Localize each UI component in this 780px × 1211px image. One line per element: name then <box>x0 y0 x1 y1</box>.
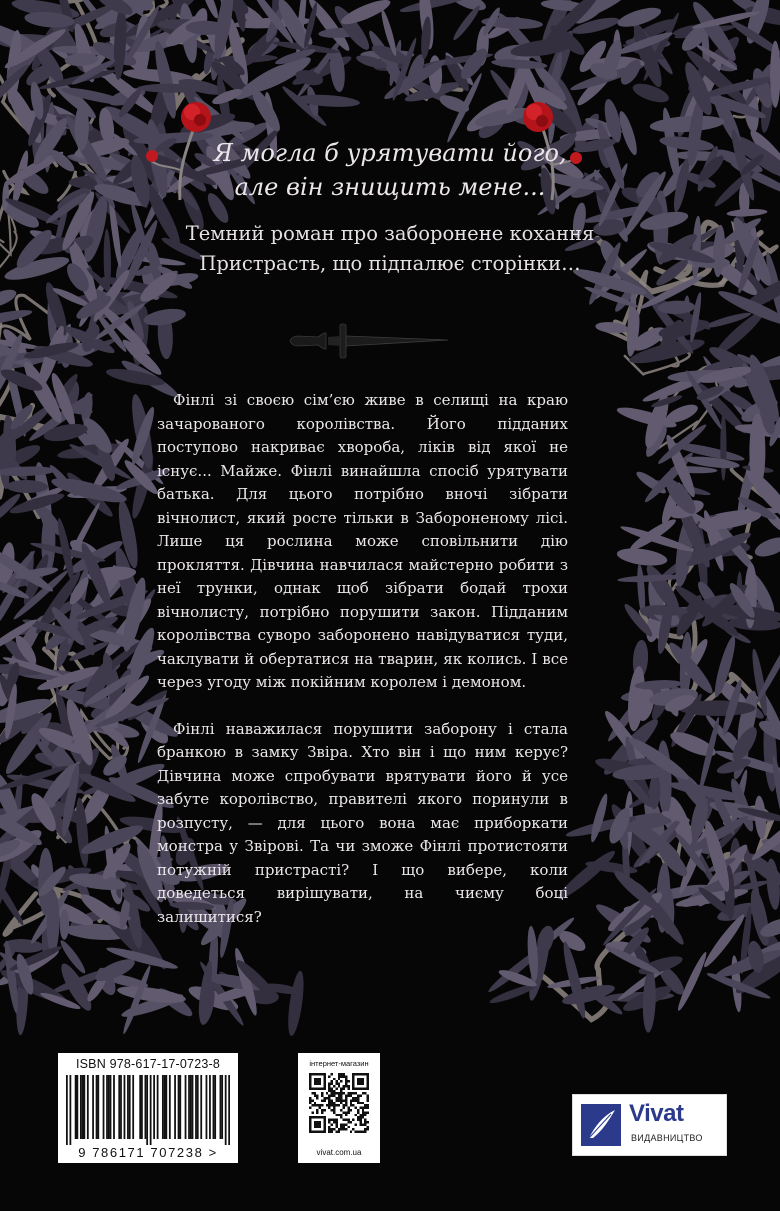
qr-module <box>331 1099 333 1101</box>
qr-caption-bottom: vivat.com.ua <box>316 1148 362 1157</box>
tagline <box>0 136 780 204</box>
qr-module <box>331 1092 333 1094</box>
qr-module <box>345 1119 347 1121</box>
qr-block <box>298 1053 380 1163</box>
qr-caption-top: інтернет-магазин <box>309 1059 369 1068</box>
qr-module <box>350 1121 352 1123</box>
subtitle-line-1: Темний роман про заборонене кохання <box>185 222 595 245</box>
publisher-subtitle: ВИДАВНИЦТВО <box>631 1133 703 1143</box>
barcode-bar <box>200 1075 202 1139</box>
qr-module <box>357 1097 359 1099</box>
barcode-bar <box>80 1075 82 1139</box>
qr-module <box>333 1128 335 1130</box>
qr-module <box>359 1107 361 1109</box>
barcode-bar <box>127 1075 129 1139</box>
qr-module <box>347 1121 349 1123</box>
qr-module <box>345 1099 347 1101</box>
qr-module <box>331 1095 333 1097</box>
qr-module <box>343 1087 345 1089</box>
qr-module <box>350 1131 352 1133</box>
qr-module <box>321 1095 323 1097</box>
subtitle <box>0 219 780 279</box>
barcode-bar <box>92 1075 94 1139</box>
qr-module <box>362 1123 364 1125</box>
barcode-bar <box>97 1075 99 1139</box>
qr-module <box>338 1104 340 1106</box>
barcode-bar <box>195 1075 197 1139</box>
qr-module <box>362 1114 364 1116</box>
tagline-line-1: Я могла б урятувати його, <box>213 139 567 167</box>
qr-module <box>314 1092 316 1094</box>
qr-module <box>333 1119 335 1121</box>
qr-module <box>309 1097 311 1099</box>
qr-module <box>331 1109 333 1111</box>
qr-module <box>352 1092 354 1094</box>
qr-module <box>328 1102 330 1104</box>
qr-module <box>357 1131 359 1133</box>
qr-module <box>364 1104 366 1106</box>
qr-module <box>343 1119 345 1121</box>
qr-module <box>359 1131 361 1133</box>
qr-module <box>350 1099 352 1101</box>
qr-module <box>340 1080 342 1082</box>
qr-module <box>364 1114 366 1116</box>
barcode-bar <box>214 1075 216 1139</box>
qr-module <box>321 1109 323 1111</box>
barcode-bar <box>153 1075 155 1139</box>
qr-module <box>343 1085 345 1087</box>
qr-module <box>331 1090 333 1092</box>
qr-module <box>328 1099 330 1101</box>
qr-module <box>343 1111 345 1113</box>
barcode-bar <box>132 1075 134 1139</box>
qr-module <box>347 1107 349 1109</box>
qr-module <box>350 1092 352 1094</box>
barcode-bar <box>103 1075 105 1139</box>
qr-module <box>328 1097 330 1099</box>
qr-module <box>328 1087 330 1089</box>
qr-module <box>338 1092 340 1094</box>
qr-module <box>367 1121 369 1123</box>
qr-module <box>352 1128 354 1130</box>
qr-module <box>359 1119 361 1121</box>
qr-module <box>321 1104 323 1106</box>
qr-module <box>323 1109 325 1111</box>
qr-module <box>328 1126 330 1128</box>
barcode-bar <box>228 1075 230 1145</box>
isbn-block <box>58 1053 238 1163</box>
vivat-feather-icon <box>581 1104 621 1146</box>
qr-module <box>352 1097 354 1099</box>
qr-module <box>335 1083 337 1085</box>
qr-module <box>367 1097 369 1099</box>
qr-module <box>335 1080 337 1082</box>
qr-module <box>328 1128 330 1130</box>
qr-module <box>338 1114 340 1116</box>
qr-module <box>364 1107 366 1109</box>
qr-module <box>328 1090 330 1092</box>
qr-module <box>345 1080 347 1082</box>
blurb-paragraph-1: Фінлі зі своєю сім’єю живе в селищі на краю зачарованого королівства. Його підданих поступово накриває хвороба, ліків від якої не існує... Майже. Фінлі винайшла спосіб урятувати батька. Для цього потрібно вночі зібрати вічнолист, який росте тільки в Забороненому лісі. Лише ця рослина може сповільнити дію прокляття. Дівчина навчилася майстерно робити з неї трунки, однак щоб зібрати бодай трохи вічнолисту, потрібно порушити закон. Підданим королівства суворо заборонено навідуватися туди, чаклувати й обертатися на тварин, як колись. І все через угоду між покійним королем і демоном. <box>157 391 568 691</box>
qr-module <box>321 1111 323 1113</box>
qr-module <box>331 1131 333 1133</box>
qr-module <box>345 1078 347 1080</box>
barcode-bar <box>118 1075 120 1139</box>
qr-module <box>364 1121 366 1123</box>
qr-module <box>333 1109 335 1111</box>
qr-module <box>319 1104 321 1106</box>
qr-module <box>328 1121 330 1123</box>
qr-module <box>359 1123 361 1125</box>
qr-module <box>343 1092 345 1094</box>
qr-module <box>323 1099 325 1101</box>
qr-module <box>347 1095 349 1097</box>
publisher-logo <box>572 1094 727 1156</box>
qr-module <box>340 1102 342 1104</box>
barcode-bar <box>82 1075 84 1139</box>
qr-module <box>340 1092 342 1094</box>
qr-module <box>343 1128 345 1130</box>
qr-module <box>331 1073 333 1075</box>
qr-module <box>347 1085 349 1087</box>
qr-module <box>362 1109 364 1111</box>
qr-module <box>328 1085 330 1087</box>
barcode-bar <box>120 1075 122 1139</box>
barcode-bar <box>87 1075 89 1139</box>
qr-module <box>340 1126 342 1128</box>
qr-module <box>367 1104 369 1106</box>
blurb-paragraph-2: Фінлі наважилася порушити заборону і стала бранкою в замку Звіра. Хто він і що ним керує? Дівчина може спробувати врятувати його й усе забуте королівство, правителі якого поринули в розпусту, — для цього вона має приборкати монстра у Звірові. Та чи зможе Фінлі протистояти потужній пристрасті? І що вибере, коли доведеться вирішувати, на чиєму боці залишитися? <box>157 719 568 926</box>
barcode-bar <box>174 1075 176 1139</box>
qr-module <box>311 1099 313 1101</box>
qr-module <box>350 1095 352 1097</box>
qr-module <box>338 1099 340 1101</box>
qr-module <box>352 1119 354 1121</box>
barcode-bar <box>157 1075 159 1139</box>
qr-module <box>333 1092 335 1094</box>
qr-module <box>326 1092 328 1094</box>
qr-module <box>311 1104 313 1106</box>
barcode-bar <box>209 1075 211 1139</box>
qr-module <box>347 1119 349 1121</box>
barcode-bar <box>75 1075 77 1139</box>
qr-module <box>364 1119 366 1121</box>
barcode-bar <box>185 1075 187 1139</box>
qr-module <box>364 1111 366 1113</box>
qr-module <box>328 1119 330 1121</box>
qr-module <box>367 1107 369 1109</box>
barcode-bar <box>106 1075 108 1139</box>
qr-module <box>355 1092 357 1094</box>
qr-module <box>345 1097 347 1099</box>
qr-module <box>328 1107 330 1109</box>
qr-module <box>333 1107 335 1109</box>
qr-module <box>323 1097 325 1099</box>
qr-module <box>309 1107 311 1109</box>
qr-module <box>350 1109 352 1111</box>
qr-module <box>345 1085 347 1087</box>
isbn-label: ISBN 978-617-17-0723-8 <box>75 1057 221 1071</box>
qr-module <box>338 1083 340 1085</box>
qr-module <box>338 1078 340 1080</box>
qr-module <box>314 1102 316 1104</box>
qr-module <box>335 1114 337 1116</box>
qr-module <box>362 1131 364 1133</box>
barcode-bar <box>110 1075 112 1139</box>
qr-module <box>326 1097 328 1099</box>
qr-module <box>335 1123 337 1125</box>
qr-module <box>331 1083 333 1085</box>
qr-module <box>357 1119 359 1121</box>
qr-module <box>364 1092 366 1094</box>
qr-module <box>343 1099 345 1101</box>
qr-module <box>338 1095 340 1097</box>
qr-module <box>328 1075 330 1077</box>
qr-module <box>362 1107 364 1109</box>
barcode-icon <box>66 1075 230 1145</box>
qr-module <box>331 1087 333 1089</box>
qr-module <box>345 1123 347 1125</box>
qr-module <box>343 1107 345 1109</box>
qr-module <box>335 1092 337 1094</box>
qr-module <box>335 1099 337 1101</box>
barcode-digits: 9 786171 707238 > <box>78 1145 218 1160</box>
barcode-bar <box>169 1075 171 1139</box>
qr-module <box>357 1095 359 1097</box>
qr-module <box>343 1104 345 1106</box>
qr-module <box>333 1095 335 1097</box>
qr-module <box>362 1116 364 1118</box>
barcode-bar <box>179 1075 181 1139</box>
qr-module <box>359 1102 361 1104</box>
qr-module <box>345 1128 347 1130</box>
qr-module <box>367 1099 369 1101</box>
qr-module <box>321 1092 323 1094</box>
qr-module <box>345 1111 347 1113</box>
qr-module <box>340 1095 342 1097</box>
barcode-bar <box>69 1075 71 1145</box>
qr-module <box>350 1104 352 1106</box>
qr-module <box>367 1111 369 1113</box>
qr-finder <box>357 1078 364 1085</box>
qr-module <box>345 1104 347 1106</box>
qr-module <box>347 1080 349 1082</box>
qr-module <box>321 1099 323 1101</box>
barcode-bar <box>146 1075 148 1145</box>
barcode-bar <box>108 1075 110 1139</box>
qr-module <box>364 1131 366 1133</box>
qr-module <box>335 1104 337 1106</box>
qr-module <box>314 1104 316 1106</box>
qr-module <box>347 1092 349 1094</box>
qr-module <box>359 1114 361 1116</box>
qr-module <box>347 1126 349 1128</box>
qr-module <box>333 1085 335 1087</box>
barcode-bar <box>83 1075 85 1139</box>
blurb <box>157 389 568 952</box>
qr-module <box>338 1097 340 1099</box>
tagline-line-2: але він знищить мене... <box>234 173 546 201</box>
barcode-bar <box>197 1075 199 1139</box>
qr-module <box>345 1114 347 1116</box>
barcode-bar <box>66 1075 68 1145</box>
qr-code-icon <box>309 1073 369 1133</box>
qr-module <box>357 1111 359 1113</box>
barcode-bar <box>129 1075 131 1139</box>
qr-module <box>328 1095 330 1097</box>
barcode-bar <box>141 1075 143 1139</box>
qr-finder <box>314 1121 321 1128</box>
qr-module <box>335 1121 337 1123</box>
qr-module <box>316 1111 318 1113</box>
qr-module <box>319 1107 321 1109</box>
qr-module <box>357 1102 359 1104</box>
barcode-bar <box>96 1075 98 1139</box>
qr-module <box>340 1123 342 1125</box>
qr-module <box>367 1126 369 1128</box>
qr-module <box>362 1102 364 1104</box>
qr-module <box>340 1097 342 1099</box>
qr-module <box>340 1116 342 1118</box>
qr-module <box>309 1099 311 1101</box>
subtitle-line-2: Пристрасть, що підпалює сторінки… <box>199 252 581 275</box>
qr-module <box>367 1128 369 1130</box>
qr-module <box>340 1073 342 1075</box>
qr-module <box>340 1128 342 1130</box>
qr-module <box>355 1099 357 1101</box>
qr-module <box>345 1083 347 1085</box>
qr-module <box>335 1097 337 1099</box>
barcode-bar <box>150 1075 152 1145</box>
qr-module <box>343 1075 345 1077</box>
qr-module <box>350 1102 352 1104</box>
barcode-bar <box>220 1075 222 1139</box>
qr-module <box>328 1083 330 1085</box>
qr-module <box>331 1080 333 1082</box>
qr-module <box>331 1102 333 1104</box>
qr-module <box>333 1111 335 1113</box>
qr-module <box>364 1123 366 1125</box>
barcode-bar <box>145 1075 147 1139</box>
barcode-bar <box>76 1075 78 1139</box>
qr-module <box>345 1095 347 1097</box>
qr-module <box>345 1075 347 1077</box>
barcode-bar <box>221 1075 223 1139</box>
qr-module <box>362 1111 364 1113</box>
qr-module <box>309 1102 311 1104</box>
qr-module <box>367 1095 369 1097</box>
qr-module <box>328 1104 330 1106</box>
qr-module <box>362 1092 364 1094</box>
publisher-name: Vivat <box>629 1100 684 1127</box>
barcode-bar <box>178 1075 180 1139</box>
barcode-bar <box>213 1075 215 1139</box>
barcode-bar <box>206 1075 208 1139</box>
qr-module <box>338 1073 340 1075</box>
barcode-bar <box>192 1075 194 1139</box>
qr-module <box>355 1131 357 1133</box>
qr-module <box>340 1075 342 1077</box>
qr-module <box>335 1126 337 1128</box>
qr-module <box>357 1116 359 1118</box>
qr-finder <box>314 1078 321 1085</box>
qr-module <box>355 1097 357 1099</box>
qr-module <box>316 1104 318 1106</box>
qr-module <box>364 1128 366 1130</box>
qr-module <box>359 1116 361 1118</box>
qr-module <box>331 1119 333 1121</box>
qr-module <box>355 1114 357 1116</box>
qr-module <box>311 1092 313 1094</box>
qr-module <box>343 1126 345 1128</box>
qr-module <box>352 1099 354 1101</box>
qr-module <box>333 1104 335 1106</box>
qr-module <box>340 1099 342 1101</box>
qr-module <box>316 1097 318 1099</box>
qr-module <box>347 1087 349 1089</box>
barcode-bar <box>162 1075 164 1139</box>
qr-module <box>338 1128 340 1130</box>
barcode-bar <box>188 1075 190 1139</box>
qr-module <box>357 1109 359 1111</box>
qr-module <box>335 1131 337 1133</box>
qr-module <box>338 1131 340 1133</box>
qr-module <box>359 1095 361 1097</box>
qr-module <box>335 1087 337 1089</box>
qr-module <box>340 1114 342 1116</box>
barcode-bar <box>164 1075 166 1139</box>
barcode-bar <box>190 1075 192 1139</box>
qr-module <box>314 1095 316 1097</box>
barcode-bar <box>165 1075 167 1139</box>
qr-module <box>357 1099 359 1101</box>
qr-module <box>352 1104 354 1106</box>
qr-module <box>333 1078 335 1080</box>
qr-module <box>328 1131 330 1133</box>
barcode-bar <box>124 1075 126 1139</box>
qr-module <box>343 1123 345 1125</box>
qr-module <box>345 1102 347 1104</box>
qr-module <box>333 1102 335 1104</box>
qr-module <box>331 1123 333 1125</box>
qr-module <box>355 1123 357 1125</box>
qr-module <box>338 1085 340 1087</box>
qr-module <box>338 1075 340 1077</box>
barcode-bar <box>113 1075 115 1139</box>
qr-module <box>347 1109 349 1111</box>
qr-module <box>316 1109 318 1111</box>
dagger-icon <box>288 322 450 360</box>
qr-module <box>326 1104 328 1106</box>
qr-module <box>347 1111 349 1113</box>
qr-module <box>333 1121 335 1123</box>
qr-module <box>359 1121 361 1123</box>
qr-module <box>340 1090 342 1092</box>
qr-module <box>311 1111 313 1113</box>
qr-module <box>316 1095 318 1097</box>
qr-module <box>331 1104 333 1106</box>
qr-module <box>333 1090 335 1092</box>
qr-module <box>331 1128 333 1130</box>
qr-module <box>355 1107 357 1109</box>
qr-module <box>340 1109 342 1111</box>
barcode-bar <box>225 1075 227 1145</box>
qr-module <box>335 1119 337 1121</box>
barcode-bar <box>139 1075 141 1139</box>
qr-module <box>343 1073 345 1075</box>
qr-module <box>340 1087 342 1089</box>
